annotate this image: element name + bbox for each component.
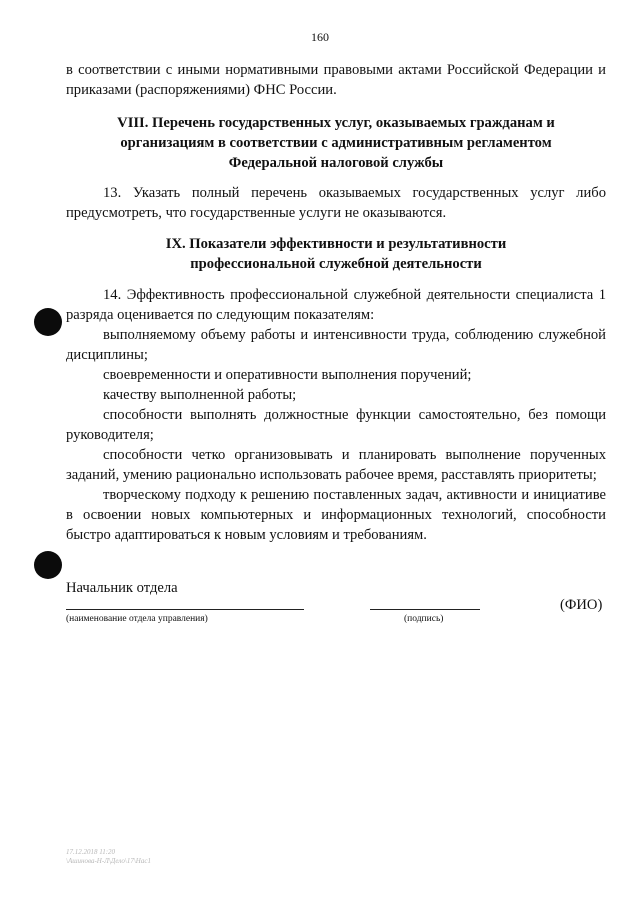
signature-caption: (подпись)	[404, 614, 444, 624]
page-number: 160	[311, 30, 329, 44]
section-8-heading-line-1: VIII. Перечень государственных услуг, оказываемых гражданам и	[117, 115, 555, 131]
section-9-body	[66, 285, 606, 545]
intro-paragraph	[66, 60, 606, 100]
fio-label: (ФИО)	[560, 597, 603, 613]
department-line	[66, 609, 304, 610]
section-8-heading-line-2: организациям в соответствии с административным регламентом	[120, 135, 552, 151]
file-stamp-line-1: 17.12.2018 11:20	[66, 848, 116, 856]
punch-hole-top	[34, 308, 62, 336]
indicator-item: творческому подходу к решению поставленных задач, активности и инициативе в освоении новых компьютерных и информационных технологий, способности быстро адаптироваться к новым условиям и требованиям.	[66, 487, 606, 543]
section-8-paragraph	[66, 183, 606, 223]
department-caption: (наименование отдела управления)	[66, 614, 208, 624]
paragraph-14-lead: 14. Эффективность профессиональной служебной деятельности специалиста 1 разряда оценивается по следующим показателям:	[66, 287, 606, 323]
intro-text: в соответствии с иными нормативными правовыми актами Российской Федерации и приказами (распоряжениями) ФНС России.	[66, 62, 606, 98]
indicator-item: выполняемому объему работы и интенсивности труда, соблюдению служебной дисциплины;	[66, 327, 606, 363]
indicator-item: своевременности и оперативности выполнения поручений;	[103, 367, 472, 383]
section-9-heading-line-1: IX. Показатели эффективности и результативности	[165, 236, 507, 252]
signature-title: Начальник отдела	[66, 580, 178, 596]
punch-hole-bottom	[34, 551, 62, 579]
paragraph-13: 13. Указать полный перечень оказываемых государственных услуг либо предусмотреть, что государственные услуги не оказываются.	[66, 185, 606, 221]
signature-line	[370, 609, 480, 610]
file-stamp	[66, 848, 151, 866]
section-8-heading	[66, 113, 606, 173]
indicator-item: способности выполнять должностные функции самостоятельно, без помощи руководителя;	[66, 407, 606, 443]
indicator-item: способности четко организовывать и планировать выполнение порученных заданий, умению рационально использовать рабочее время, расставлять приоритеты;	[66, 447, 606, 483]
section-8-heading-line-3: Федеральной налоговой службы	[228, 155, 444, 171]
section-9-heading	[66, 234, 606, 274]
indicator-item: качеству выполненной работы;	[103, 387, 297, 403]
section-9-heading-line-2: профессиональной служебной деятельности	[190, 256, 482, 272]
file-stamp-line-2: \Ашинова-Н-Л\Дело\17\Нас1	[66, 857, 151, 865]
